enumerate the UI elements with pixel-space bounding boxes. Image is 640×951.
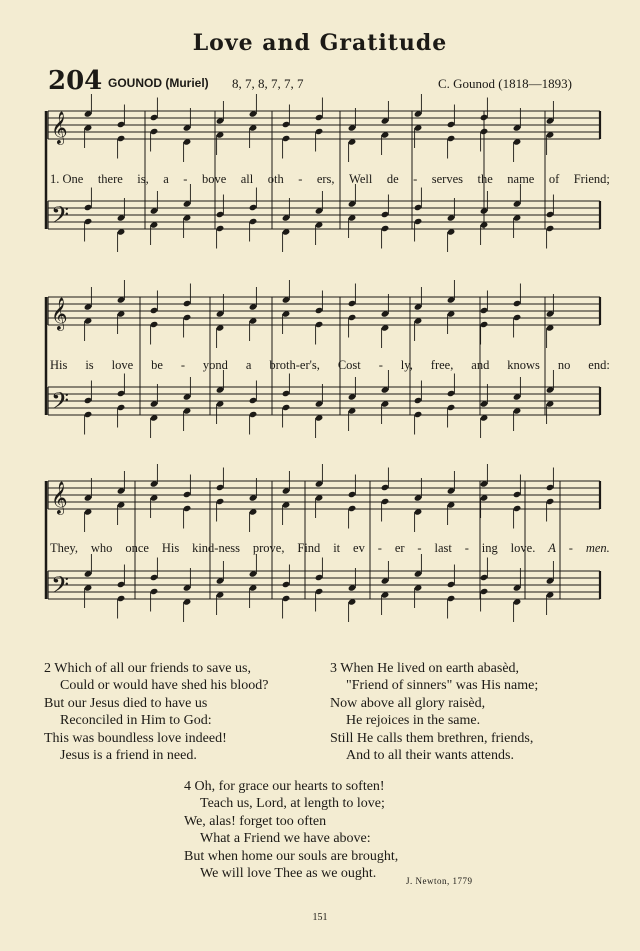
verse-3: [330, 660, 538, 764]
verse-2: [44, 660, 268, 764]
lyric-line-3: [50, 541, 610, 556]
lyric-syllable: -: [464, 541, 469, 555]
lyric-syllable: oth: [267, 172, 284, 186]
verse-line: What a Friend we have above:: [200, 831, 371, 847]
lyric-syllable: ly,: [400, 358, 413, 372]
verse-line: "Friend of sinners" was His name;: [346, 678, 539, 694]
verse-line: He rejoices in the same.: [346, 713, 481, 729]
bass-clef: 𝄢: [51, 201, 70, 234]
lyric-syllable: 1. One: [50, 172, 84, 186]
lyric-syllable: knows: [507, 358, 540, 372]
lyric-syllable: end:: [588, 358, 610, 372]
lyric-syllable: it: [333, 541, 341, 555]
lyric-syllable: -: [180, 358, 185, 372]
verse-line: 3 When He lived on earth abasèd,: [330, 661, 520, 676]
verse-line: But our Jesus died to have us: [44, 695, 208, 711]
lyric-syllable: -: [417, 541, 422, 555]
lyric-syllable: name: [507, 172, 535, 186]
lyric-syllable: is: [85, 358, 94, 372]
lyric-syllable: Cost: [337, 358, 361, 372]
author-credit: J. Newton, 1779: [406, 876, 473, 886]
lyric-syllable: ers,: [316, 172, 335, 186]
lyric-syllable: His: [50, 358, 68, 372]
bass-clef: 𝄢: [51, 571, 70, 604]
lyric-syllable: last: [434, 541, 452, 555]
lyric-syllable: a: [163, 172, 169, 186]
lyric-syllable: ev: [353, 541, 365, 555]
lyric-syllable: of: [548, 172, 560, 186]
treble-clef: 𝄞: [51, 481, 68, 514]
lyric-syllable: kind-ness: [192, 541, 240, 555]
lyric-syllable: yond: [202, 358, 228, 372]
verse-4: [184, 778, 398, 882]
verse-line: And to all their wants attends.: [346, 748, 514, 764]
verse-line: But when home our souls are brought,: [184, 848, 399, 864]
bass-clef: 𝄢: [51, 387, 70, 420]
verse-line: Jesus is a friend in need.: [60, 748, 197, 764]
lyric-syllable: serves: [431, 172, 464, 186]
hymn-meter: 8, 7, 8, 7, 7, 7: [232, 76, 304, 91]
verse-line: This was boundless love indeed!: [44, 730, 227, 746]
lyric-syllable: They,: [50, 541, 78, 555]
verse-line: Reconciled in Him to God:: [60, 713, 212, 729]
lyric-syllable: -: [298, 172, 303, 186]
lyric-syllable: Friend;: [573, 172, 610, 186]
lyric-syllable: love.: [510, 541, 536, 555]
lyric-syllable: who: [90, 541, 113, 555]
verse-line: 2 Which of all our friends to save us,: [44, 661, 251, 676]
lyric-syllable: -: [183, 172, 188, 186]
verse-line: Could or would have shed his blood?: [60, 678, 269, 694]
treble-clef: 𝄞: [51, 297, 68, 330]
lyric-syllable: -: [413, 172, 418, 186]
lyric-syllable: bove: [201, 172, 227, 186]
treble-clef: 𝄞: [51, 111, 68, 144]
verse-line: Teach us, Lord, at length to love;: [200, 796, 385, 812]
lyric-syllable: de: [386, 172, 399, 186]
lyric-syllable: -: [377, 541, 382, 555]
verse-line: We, alas! forget too often: [184, 813, 327, 829]
lyric-syllable: broth-er's,: [269, 358, 320, 372]
lyric-syllable: free,: [430, 358, 454, 372]
lyric-syllable: love: [111, 358, 134, 372]
lyric-syllable: er: [394, 541, 405, 555]
tune-name: GOUNOD (Muriel): [108, 76, 209, 90]
lyric-syllable: ing: [481, 541, 498, 555]
lyric-syllable: A: [548, 541, 556, 555]
lyric-syllable: His: [161, 541, 180, 555]
verse-line: 4 Oh, for grace our hearts to soften!: [184, 779, 385, 794]
lyric-syllable: prove,: [252, 541, 285, 555]
lyric-line-2: [50, 358, 610, 373]
lyric-syllable: and: [471, 358, 490, 372]
lyric-syllable: men.: [585, 541, 610, 555]
verse-line: Still He calls them brethren, friends,: [330, 730, 534, 746]
verse-line: We will love Thee as we ought.: [200, 866, 377, 882]
lyric-syllable: there: [97, 172, 123, 186]
lyric-line-1: [50, 172, 610, 187]
lyric-syllable: -: [378, 358, 383, 372]
hymn-number: 204: [48, 66, 103, 96]
lyric-syllable: is,: [137, 172, 149, 186]
lyric-syllable: a: [245, 358, 252, 372]
verse-line: Now above all glory raisèd,: [330, 695, 486, 711]
section-title: Love and Gratitude: [192, 30, 448, 56]
lyric-syllable: the: [477, 172, 493, 186]
composer-credit: C. Gounod (1818—1893): [438, 76, 572, 91]
lyric-syllable: all: [240, 172, 254, 186]
lyric-syllable: Find: [297, 541, 321, 555]
lyric-syllable: -: [568, 541, 573, 555]
lyric-syllable: once: [125, 541, 149, 555]
lyric-syllable: be: [151, 358, 163, 372]
page-number: 151: [312, 912, 328, 923]
lyric-syllable: Well: [349, 172, 373, 186]
lyric-syllable: no: [557, 358, 571, 372]
